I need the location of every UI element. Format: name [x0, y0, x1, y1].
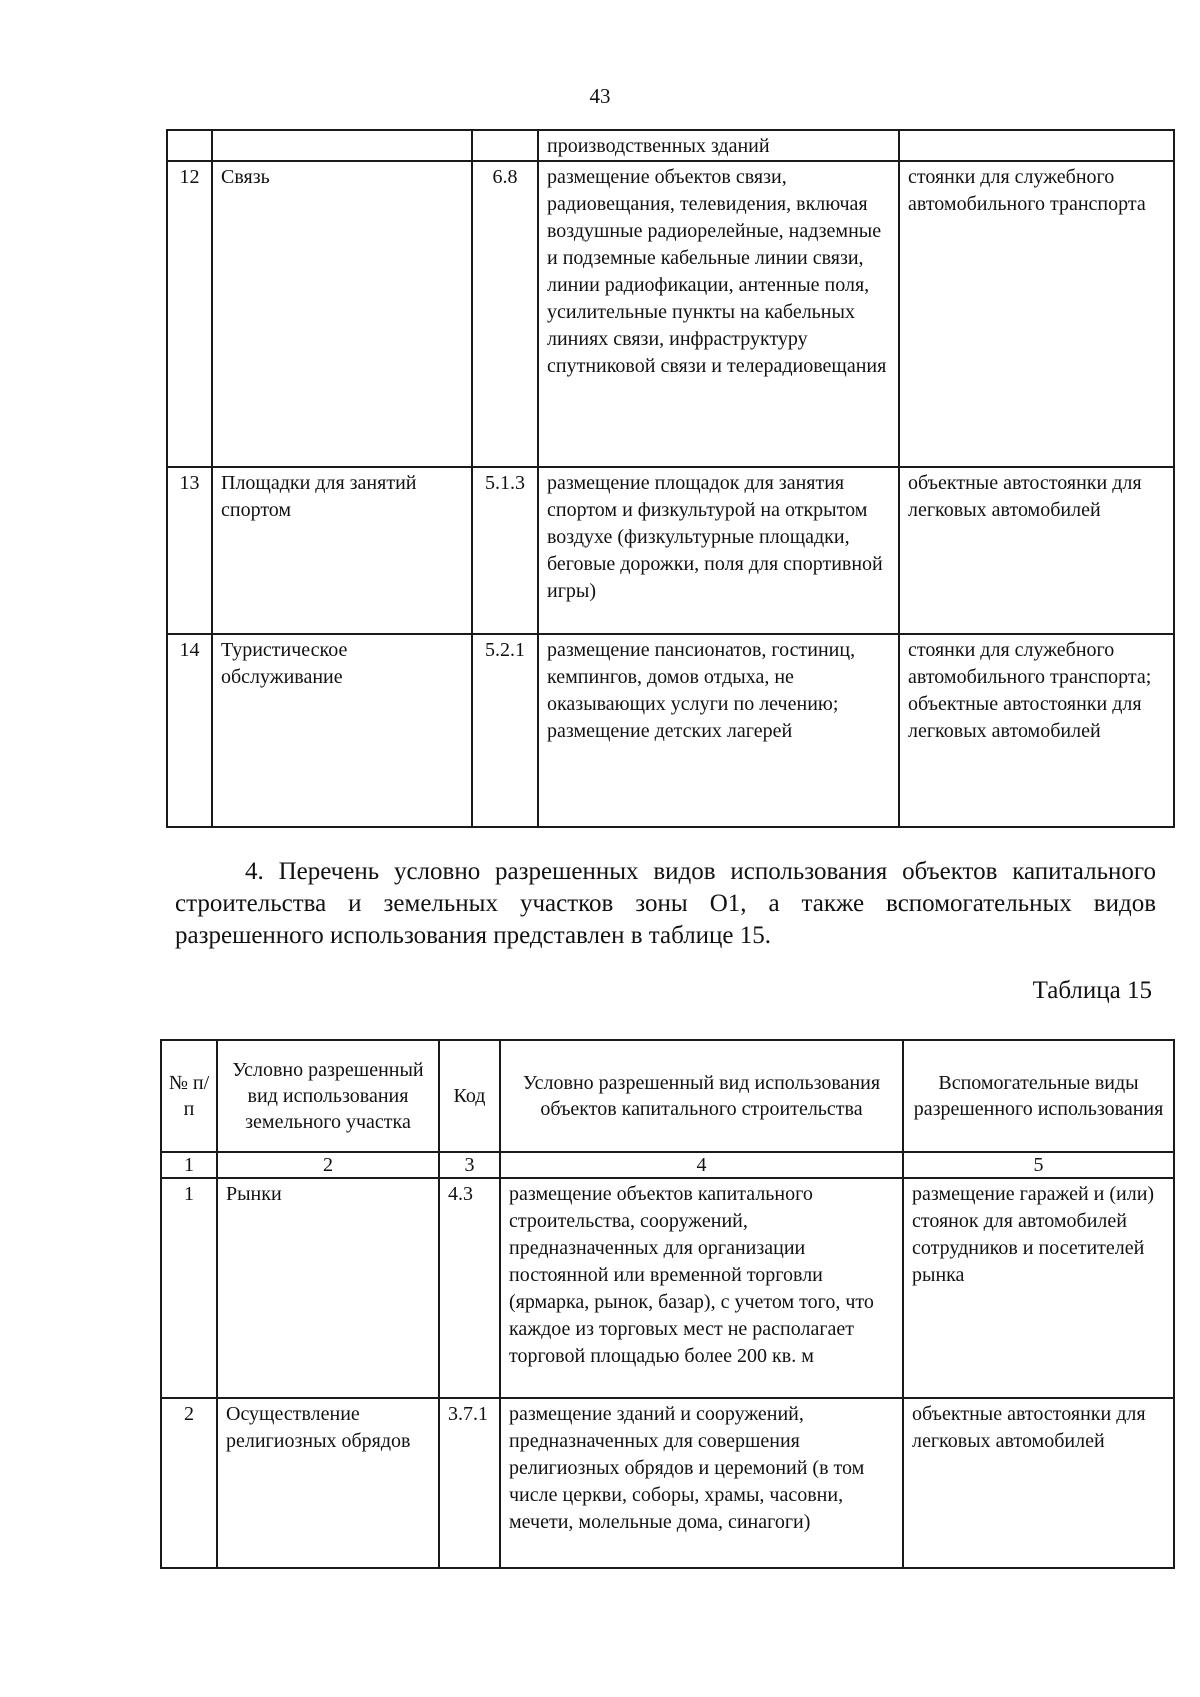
cell-num: 13	[167, 467, 212, 634]
cell-auxiliary: объектные автостоянки для легковых автомобилей	[899, 467, 1174, 634]
cell-description: размещение пансионатов, гостиниц, кемпингов, домов отдыха, не оказывающих услуги по лечению; размещение детских лагерей	[538, 634, 899, 827]
table-row	[167, 467, 1174, 634]
header-description: Условно разрешенный вид использования объектов капитального строительства	[500, 1040, 903, 1152]
header-num: № п/п	[161, 1040, 217, 1152]
table-row	[167, 634, 1174, 827]
body-paragraph	[175, 856, 1156, 952]
column-index: 4	[500, 1152, 903, 1178]
cell-code: 4.3	[439, 1178, 500, 1398]
header-auxiliary: Вспомогательные виды разрешенного использования	[903, 1040, 1174, 1152]
cell-description: размещение площадок для занятия спортом и физкультурой на открытом воздухе (физкультурные площадки, беговые дорожки, поля для спортивной игры)	[538, 467, 899, 634]
column-index-row	[161, 1152, 1174, 1178]
header-name: Условно разрешенный вид использования земельного участка	[217, 1040, 439, 1152]
page-number: 43	[589, 84, 611, 108]
cell-auxiliary: объектные автостоянки для легковых автомобилей	[903, 1398, 1174, 1568]
cell-code: 6.8	[472, 161, 538, 467]
table-row	[167, 130, 1174, 161]
column-index: 2	[217, 1152, 439, 1178]
table-row	[161, 1398, 1174, 1568]
table-caption: Таблица 15	[1032, 977, 1152, 1004]
cell-auxiliary: размещение гаражей и (или) стоянок для автомобилей сотрудников и посетителей рынка	[903, 1178, 1174, 1398]
paragraph-text: 4. Перечень условно разрешенных видов использования объектов капитального строительства и земельных участков зоны О1, а также вспомогательных видов разрешенного использования представлен в таблице 15.	[175, 858, 1156, 949]
cell-auxiliary: стоянки для служебного автомобильного транспорта; объектные автостоянки для легковых автомобилей	[899, 634, 1174, 827]
cell-num: 1	[161, 1178, 217, 1398]
column-index: 3	[439, 1152, 500, 1178]
table-14-continued	[166, 129, 1175, 828]
cell-name: Площадки для занятий спортом	[212, 467, 472, 634]
table-row	[161, 1178, 1174, 1398]
cell-num: 12	[167, 161, 212, 467]
cell-description: размещение объектов связи, радиовещания, телевидения, включая воздушные радиорелейные, надземные и подземные кабельные линии связи, линии радиофикации, антенные поля, усилительные пункты на кабельных линиях связи, инфраструктуру спутниковой связи и телерадиовещания	[538, 161, 899, 467]
cell-auxiliary: стоянки для служебного автомобильного транспорта	[899, 161, 1174, 467]
cell-code	[472, 130, 538, 161]
cell-name: Туристическое обслуживание	[212, 634, 472, 827]
cell-num	[167, 130, 212, 161]
column-index: 1	[161, 1152, 217, 1178]
cell-code: 5.1.3	[472, 467, 538, 634]
cell-name: Рынки	[217, 1178, 439, 1398]
cell-description: размещение зданий и сооружений, предназначенных для совершения религиозных обрядов и церемоний (в том числе церкви, соборы, храмы, часовни, мечети, молельные дома, синагоги)	[500, 1398, 903, 1568]
header-code: Код	[439, 1040, 500, 1152]
column-index: 5	[903, 1152, 1174, 1178]
cell-description: производственных зданий	[538, 130, 899, 161]
cell-code: 5.2.1	[472, 634, 538, 827]
table-15	[160, 1039, 1175, 1569]
cell-description: размещение объектов капитального строительства, сооружений, предназначенных для организации постоянной или временной торговли (ярмарка, рынок, базар), с учетом того, что каждое из торговых мест не располагает торговой площадью более 200 кв. м	[500, 1178, 903, 1398]
cell-code: 3.7.1	[439, 1398, 500, 1568]
cell-name: Осуществление религиозных обрядов	[217, 1398, 439, 1568]
cell-auxiliary	[899, 130, 1174, 161]
table-header-row	[161, 1040, 1174, 1152]
cell-name: Связь	[212, 161, 472, 467]
table-row	[167, 161, 1174, 467]
cell-num: 14	[167, 634, 212, 827]
cell-num: 2	[161, 1398, 217, 1568]
cell-name	[212, 130, 472, 161]
